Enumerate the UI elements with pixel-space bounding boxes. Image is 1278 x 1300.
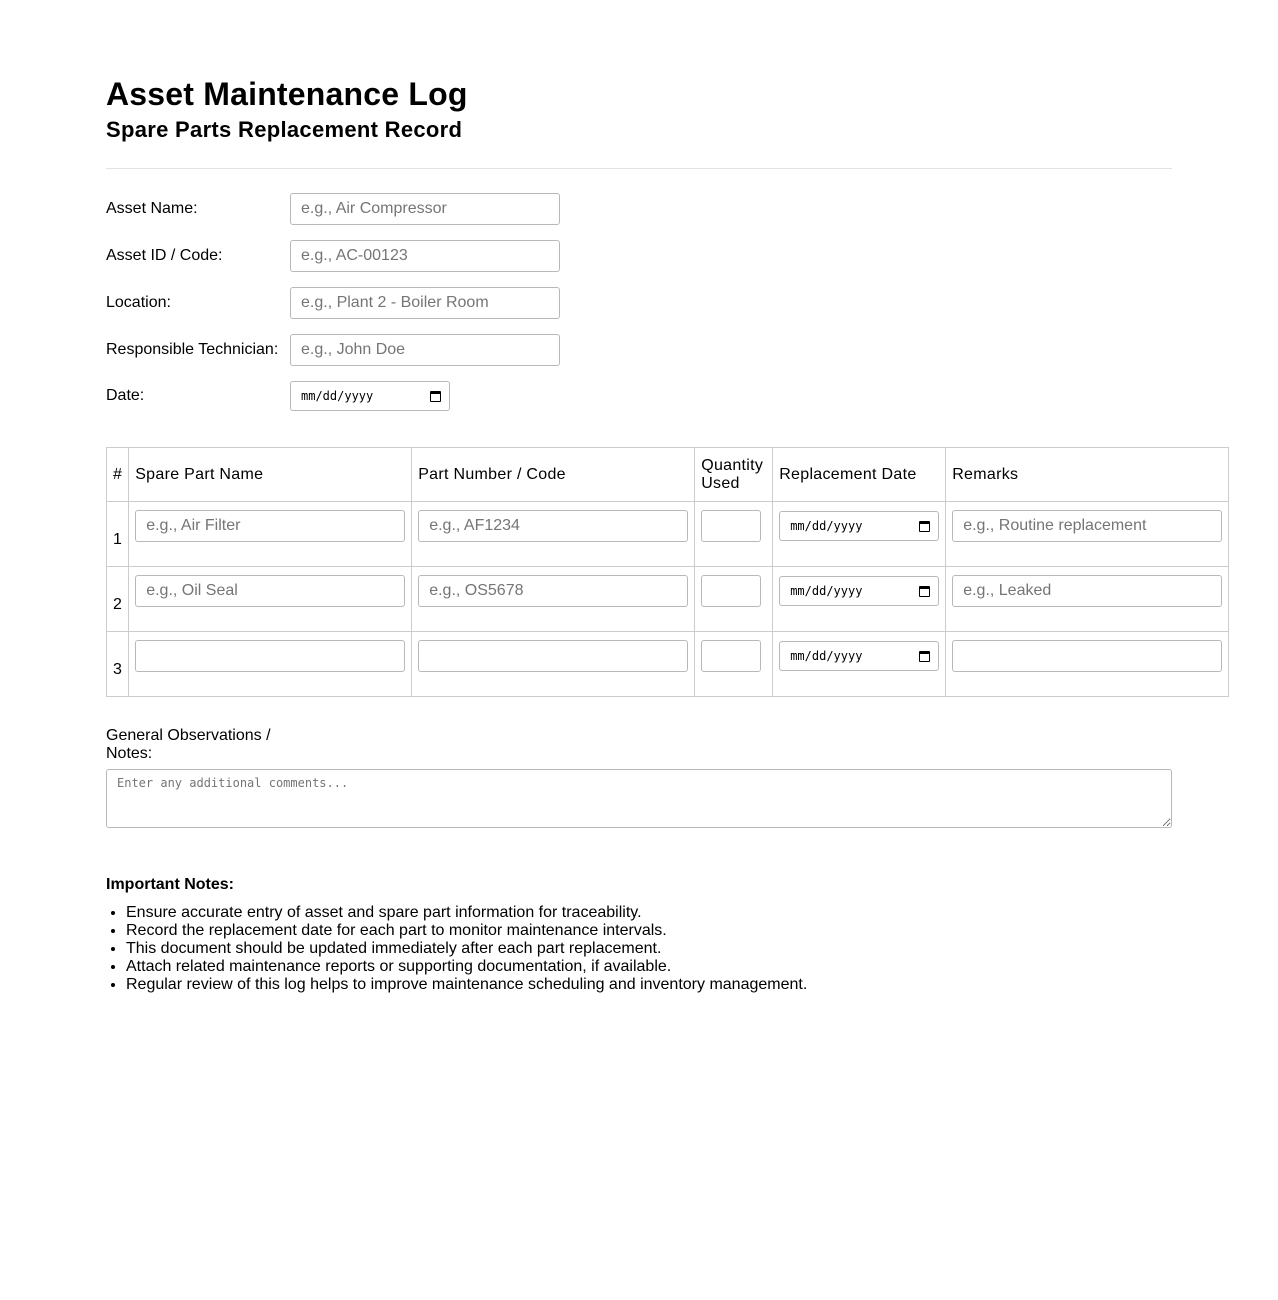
date-placeholder: mm/dd/yyyy xyxy=(790,649,863,663)
part-number-input[interactable] xyxy=(418,510,688,542)
remarks-cell xyxy=(946,632,1229,697)
date-placeholder: mm/dd/yyyy xyxy=(790,519,863,533)
location-row xyxy=(106,287,1278,319)
replacement-date-input[interactable] xyxy=(779,511,939,541)
part-name-cell xyxy=(129,567,412,632)
asset-id-label: Asset ID / Code: xyxy=(106,247,223,264)
replacement-date-input[interactable] xyxy=(779,641,939,671)
part-name-input[interactable] xyxy=(135,575,405,607)
header-divider xyxy=(106,168,1172,169)
replacement-date-cell xyxy=(773,632,946,697)
important-notes-title: Important Notes: xyxy=(106,876,234,893)
asset-id-row xyxy=(106,240,1278,272)
part-name-input[interactable] xyxy=(135,510,405,542)
list-item: • Ensure accurate entry of asset and spare part information for traceability. xyxy=(126,904,1278,922)
calendar-icon[interactable] xyxy=(919,586,930,597)
list-item: • This document should be updated immediately after each part replacement. xyxy=(126,940,1278,958)
date-label: Date: xyxy=(106,387,145,404)
replacement-date-cell xyxy=(773,502,946,567)
calendar-icon[interactable] xyxy=(919,651,930,662)
technician-label: Responsible Technician: xyxy=(106,341,279,358)
asset-name-row xyxy=(106,193,1278,225)
list-item: • Regular review of this log helps to improve maintenance scheduling and inventory management. xyxy=(126,976,1278,994)
location-label: Location: xyxy=(106,294,171,311)
page-subtitle: Spare Parts Replacement Record xyxy=(106,117,463,142)
replacement-date-input[interactable] xyxy=(779,576,939,606)
technician-row xyxy=(106,334,1278,366)
remarks-input[interactable] xyxy=(952,640,1222,672)
date-placeholder: mm/dd/yyyy xyxy=(790,584,863,598)
quantity-cell xyxy=(695,567,773,632)
row-num: 3 xyxy=(107,632,129,697)
header-quantity-line2: Used xyxy=(701,474,740,492)
asset-info-form xyxy=(106,193,1278,411)
replacement-date-cell xyxy=(773,567,946,632)
header-remarks: Remarks xyxy=(946,448,1229,502)
quantity-input[interactable] xyxy=(701,575,761,607)
asset-id-input[interactable] xyxy=(290,240,560,272)
header-part-number: Part Number / Code xyxy=(412,448,695,502)
header-quantity xyxy=(695,448,773,502)
date-row xyxy=(106,381,1278,411)
calendar-icon[interactable] xyxy=(919,521,930,532)
notes-label: General Observations / Notes: xyxy=(106,727,271,762)
row-num: 1 xyxy=(107,502,129,567)
date-input[interactable] xyxy=(290,381,450,411)
header-part-name: Spare Part Name xyxy=(129,448,412,502)
table-row xyxy=(107,567,1229,632)
technician-input[interactable] xyxy=(290,334,560,366)
date-placeholder: mm/dd/yyyy xyxy=(301,389,374,403)
remarks-input[interactable] xyxy=(952,575,1222,607)
spare-parts-table xyxy=(106,447,1229,697)
quantity-cell xyxy=(695,632,773,697)
part-name-cell xyxy=(129,632,412,697)
part-number-cell xyxy=(412,567,695,632)
page-title: Asset Maintenance Log xyxy=(106,76,468,112)
part-number-input[interactable] xyxy=(418,575,688,607)
part-number-input[interactable] xyxy=(418,640,688,672)
remarks-cell xyxy=(946,502,1229,567)
quantity-input[interactable] xyxy=(701,510,761,542)
part-name-input[interactable] xyxy=(135,640,405,672)
asset-name-input[interactable] xyxy=(290,193,560,225)
row-num: 2 xyxy=(107,567,129,632)
calendar-icon[interactable] xyxy=(430,391,441,402)
list-item: • Record the replacement date for each part to monitor maintenance intervals. xyxy=(126,922,1278,940)
table-row xyxy=(107,632,1229,697)
asset-name-label: Asset Name: xyxy=(106,200,198,217)
remarks-cell xyxy=(946,567,1229,632)
part-name-cell xyxy=(129,502,412,567)
header-quantity-line1: Quantity xyxy=(701,456,764,474)
part-number-cell xyxy=(412,632,695,697)
location-input[interactable] xyxy=(290,287,560,319)
important-notes-list xyxy=(106,904,1278,994)
header-num: # xyxy=(107,448,129,502)
list-item: • Attach related maintenance reports or supporting documentation, if available. xyxy=(126,958,1278,976)
notes-textarea[interactable] xyxy=(106,769,1172,828)
table-row xyxy=(107,502,1229,567)
part-number-cell xyxy=(412,502,695,567)
quantity-cell xyxy=(695,502,773,567)
quantity-input[interactable] xyxy=(701,640,761,672)
remarks-input[interactable] xyxy=(952,510,1222,542)
header-replacement-date: Replacement Date xyxy=(773,448,946,502)
table-header-row xyxy=(107,448,1229,502)
